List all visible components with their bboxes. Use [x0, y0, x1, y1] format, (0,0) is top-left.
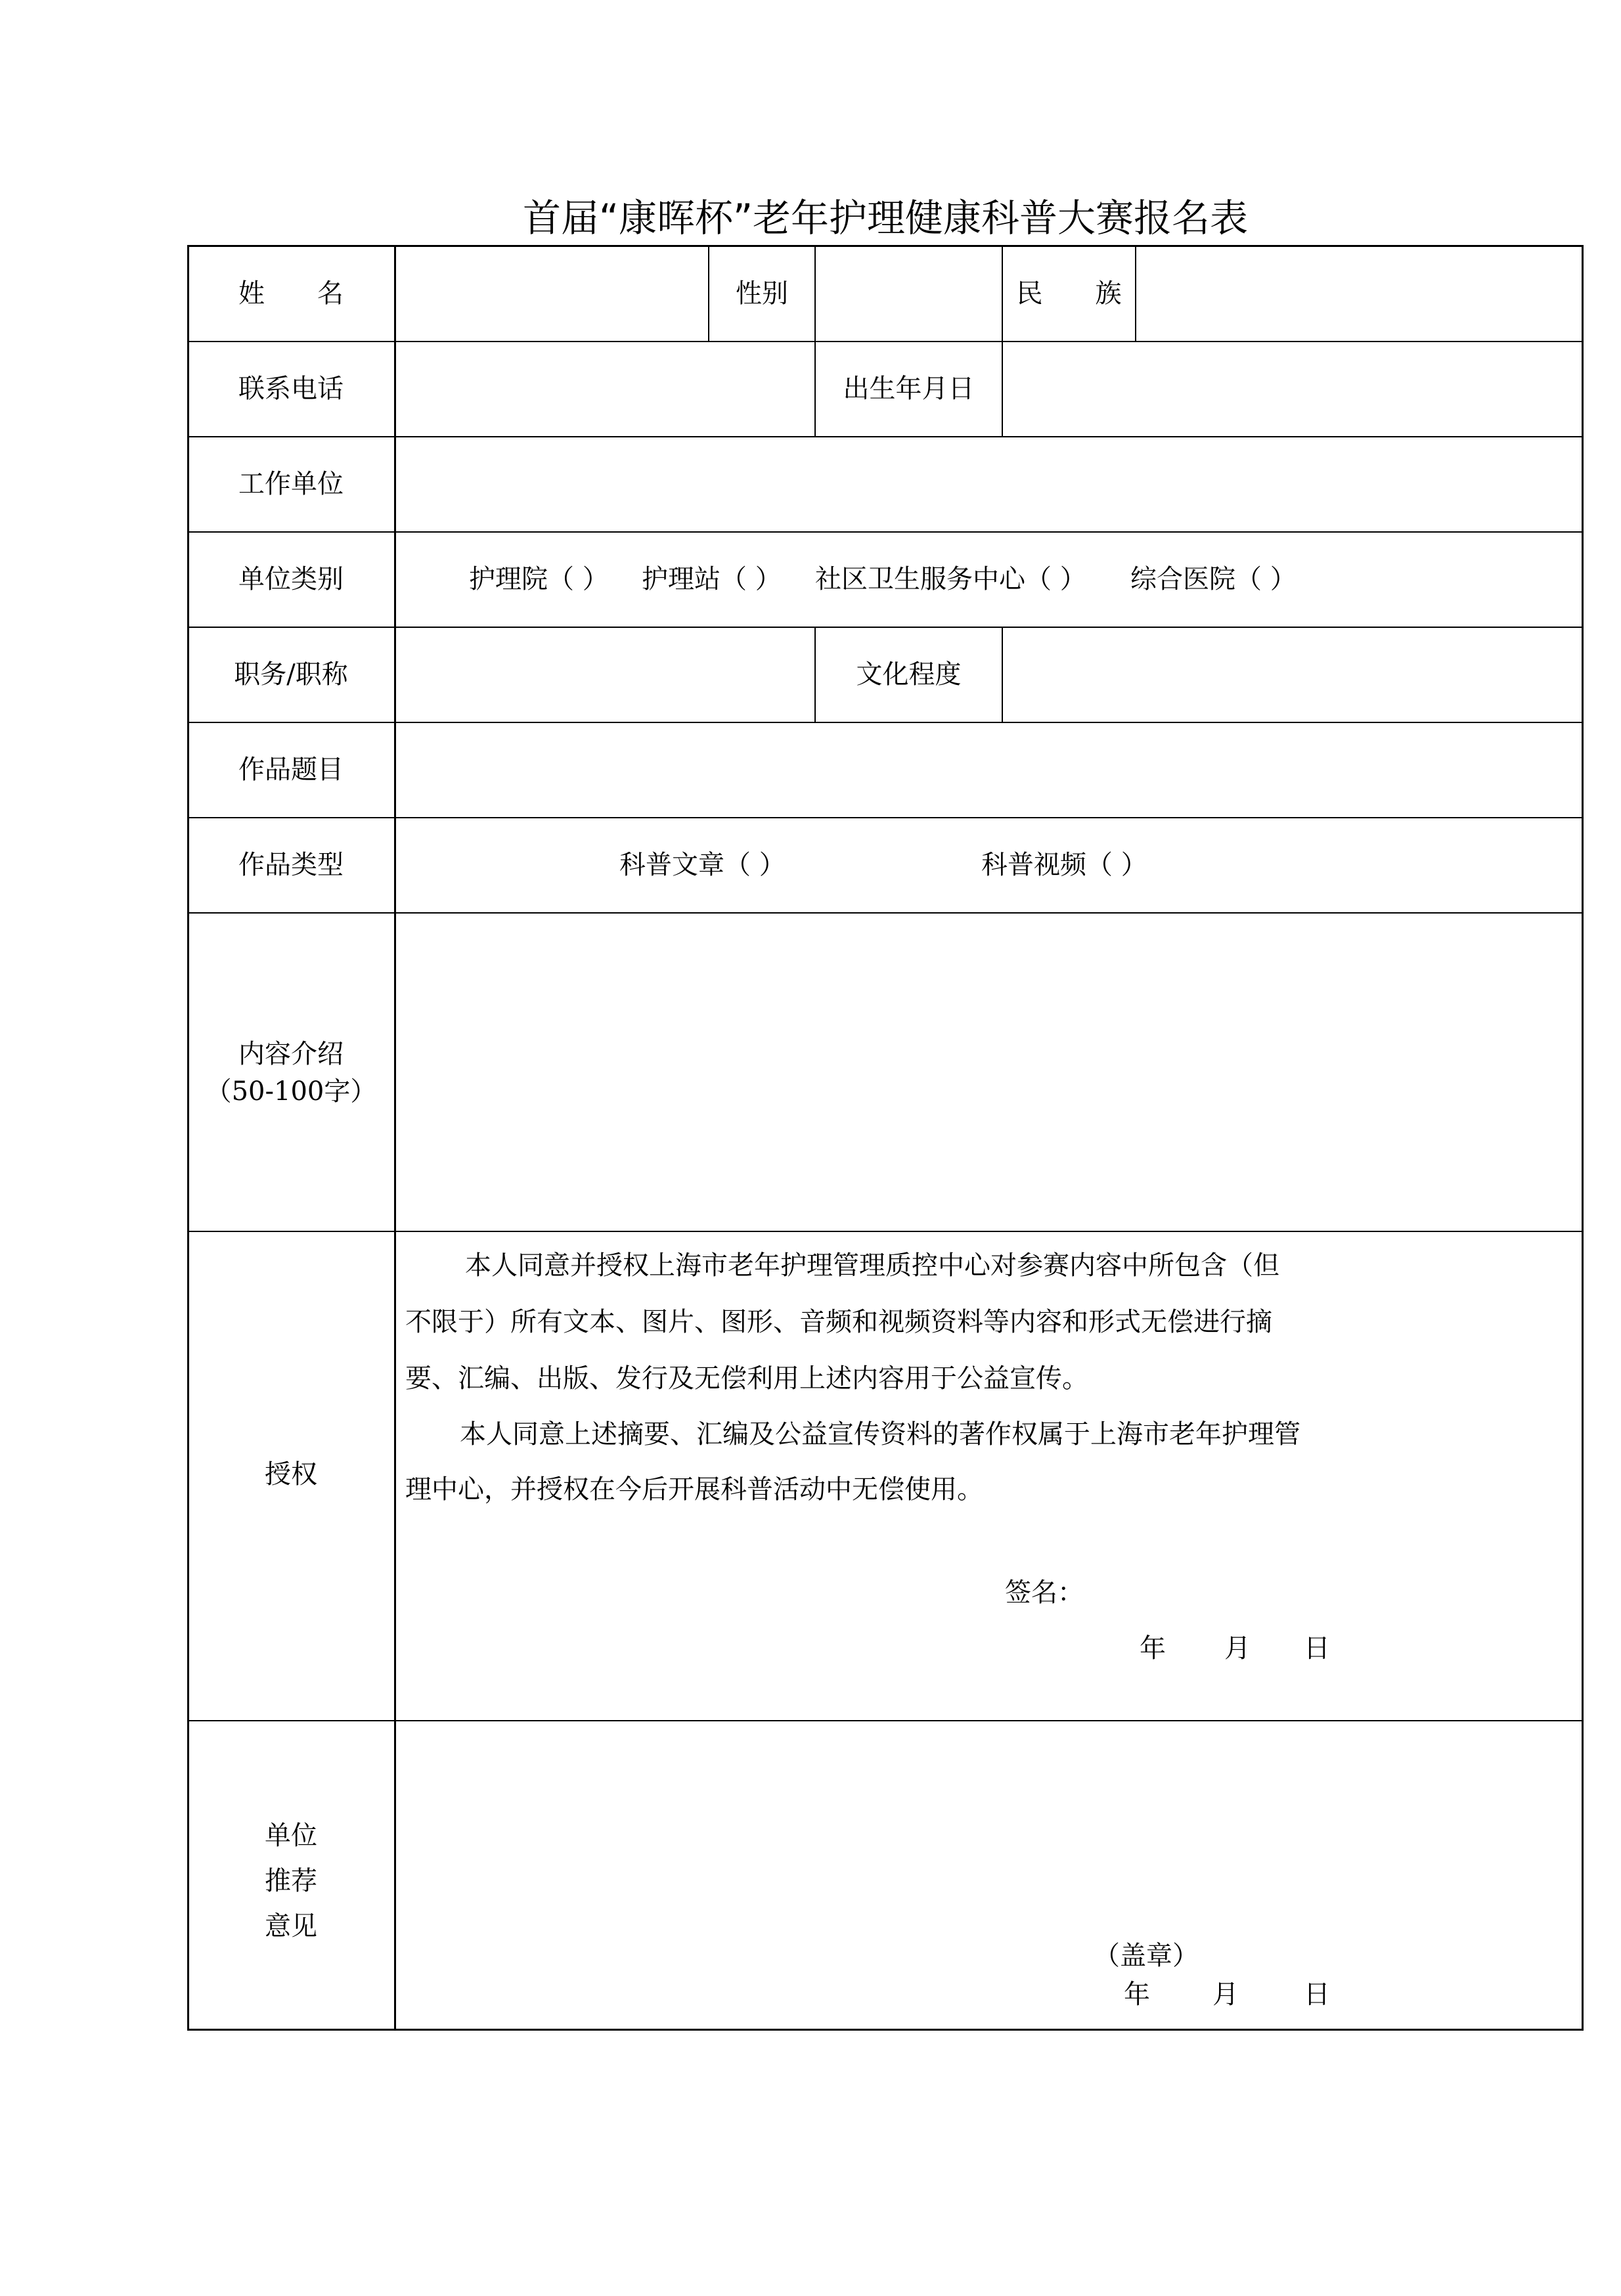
unit-type-option-nursing-home[interactable]: 护理院（ ）: [469, 564, 609, 594]
phone-label: 联系电话: [238, 374, 344, 404]
row-divider: [187, 817, 1584, 818]
authorization-label: 授权: [265, 1459, 317, 1490]
table-border-bottom: [187, 2029, 1584, 2031]
position-label: 职务/职称: [234, 659, 348, 690]
recommend-date-day: 日: [1304, 1979, 1330, 2010]
signature-label: 签名：: [1005, 1578, 1084, 1608]
recommend-label-line: 单位: [265, 1821, 317, 1851]
authorization-paragraph-line: 理中心，并授权在今后开展科普活动中无偿使用。: [405, 1474, 983, 1505]
intro-field[interactable]: [396, 914, 1582, 1231]
gender-label: 性别: [736, 278, 788, 309]
education-label: 文化程度: [856, 659, 962, 690]
unit-type-option-community-health-center[interactable]: 社区卫生服务中心（ ）: [815, 564, 1086, 594]
intro-note: （50-100字）: [205, 1076, 377, 1107]
auth-date-year: 年: [1140, 1633, 1166, 1664]
work-title-label: 作品题目: [238, 755, 344, 785]
recommend-field[interactable]: [396, 1721, 1582, 1938]
unit-type-option-nursing-station[interactable]: 护理站（ ）: [642, 564, 782, 594]
unit-type-option-general-hospital[interactable]: 综合医院（ ）: [1130, 564, 1297, 594]
workplace-field[interactable]: [396, 437, 1582, 531]
authorization-paragraph-line: 要、汇编、出版、发行及无偿利用上述内容用于公益宣传。: [405, 1363, 1088, 1394]
row-divider: [187, 1231, 1584, 1232]
ethnicity-field[interactable]: [1136, 247, 1582, 341]
name-field[interactable]: [396, 247, 708, 341]
registration-form-table: [187, 245, 1584, 2031]
workplace-label: 工作单位: [238, 469, 344, 499]
birthdate-label: 出生年月日: [843, 374, 975, 404]
gender-field[interactable]: [816, 247, 1002, 341]
authorization-paragraph-line: 本人同意并授权上海市老年护理管理质控中心对参赛内容中所包含（但: [465, 1250, 1279, 1281]
unit-type-label: 单位类别: [238, 564, 344, 594]
recommend-label-line: 意见: [265, 1911, 317, 1941]
signature-field[interactable]: [1084, 1566, 1504, 1612]
birthdate-field[interactable]: [1003, 342, 1582, 436]
ethnicity-label: 民 族: [1016, 278, 1122, 309]
work-type-option-article[interactable]: 科普文章（ ）: [619, 850, 786, 880]
auth-date-day: 日: [1304, 1633, 1330, 1664]
position-field[interactable]: [396, 628, 814, 722]
page-title: 首届“康晖杯”老年护理健康科普大赛报名表: [522, 196, 1249, 240]
stamp-label: （盖章）: [1094, 1941, 1199, 1971]
authorization-paragraph-line: 不限于）所有文本、图片、图形、音频和视频资料等内容和形式无偿进行摘: [405, 1307, 1272, 1337]
recommend-date-year: 年: [1124, 1979, 1150, 2010]
row-divider: [187, 531, 1584, 533]
recommend-date-month: 月: [1212, 1979, 1239, 2010]
table-border-right: [1582, 245, 1584, 2031]
phone-field[interactable]: [396, 342, 814, 436]
auth-date-month: 月: [1224, 1633, 1251, 1664]
recommend-label-line: 推荐: [265, 1866, 317, 1896]
education-field[interactable]: [1003, 628, 1582, 722]
table-border-left: [187, 245, 189, 2031]
work-title-field[interactable]: [396, 723, 1582, 817]
authorization-paragraph-line: 本人同意上述摘要、汇编及公益宣传资料的著作权属于上海市老年护理管: [460, 1419, 1300, 1449]
name-label: 姓 名: [238, 278, 344, 309]
intro-label: 内容介绍: [238, 1039, 344, 1069]
work-type-label: 作品类型: [238, 850, 344, 880]
work-type-option-video[interactable]: 科普视频（ ）: [981, 850, 1147, 880]
